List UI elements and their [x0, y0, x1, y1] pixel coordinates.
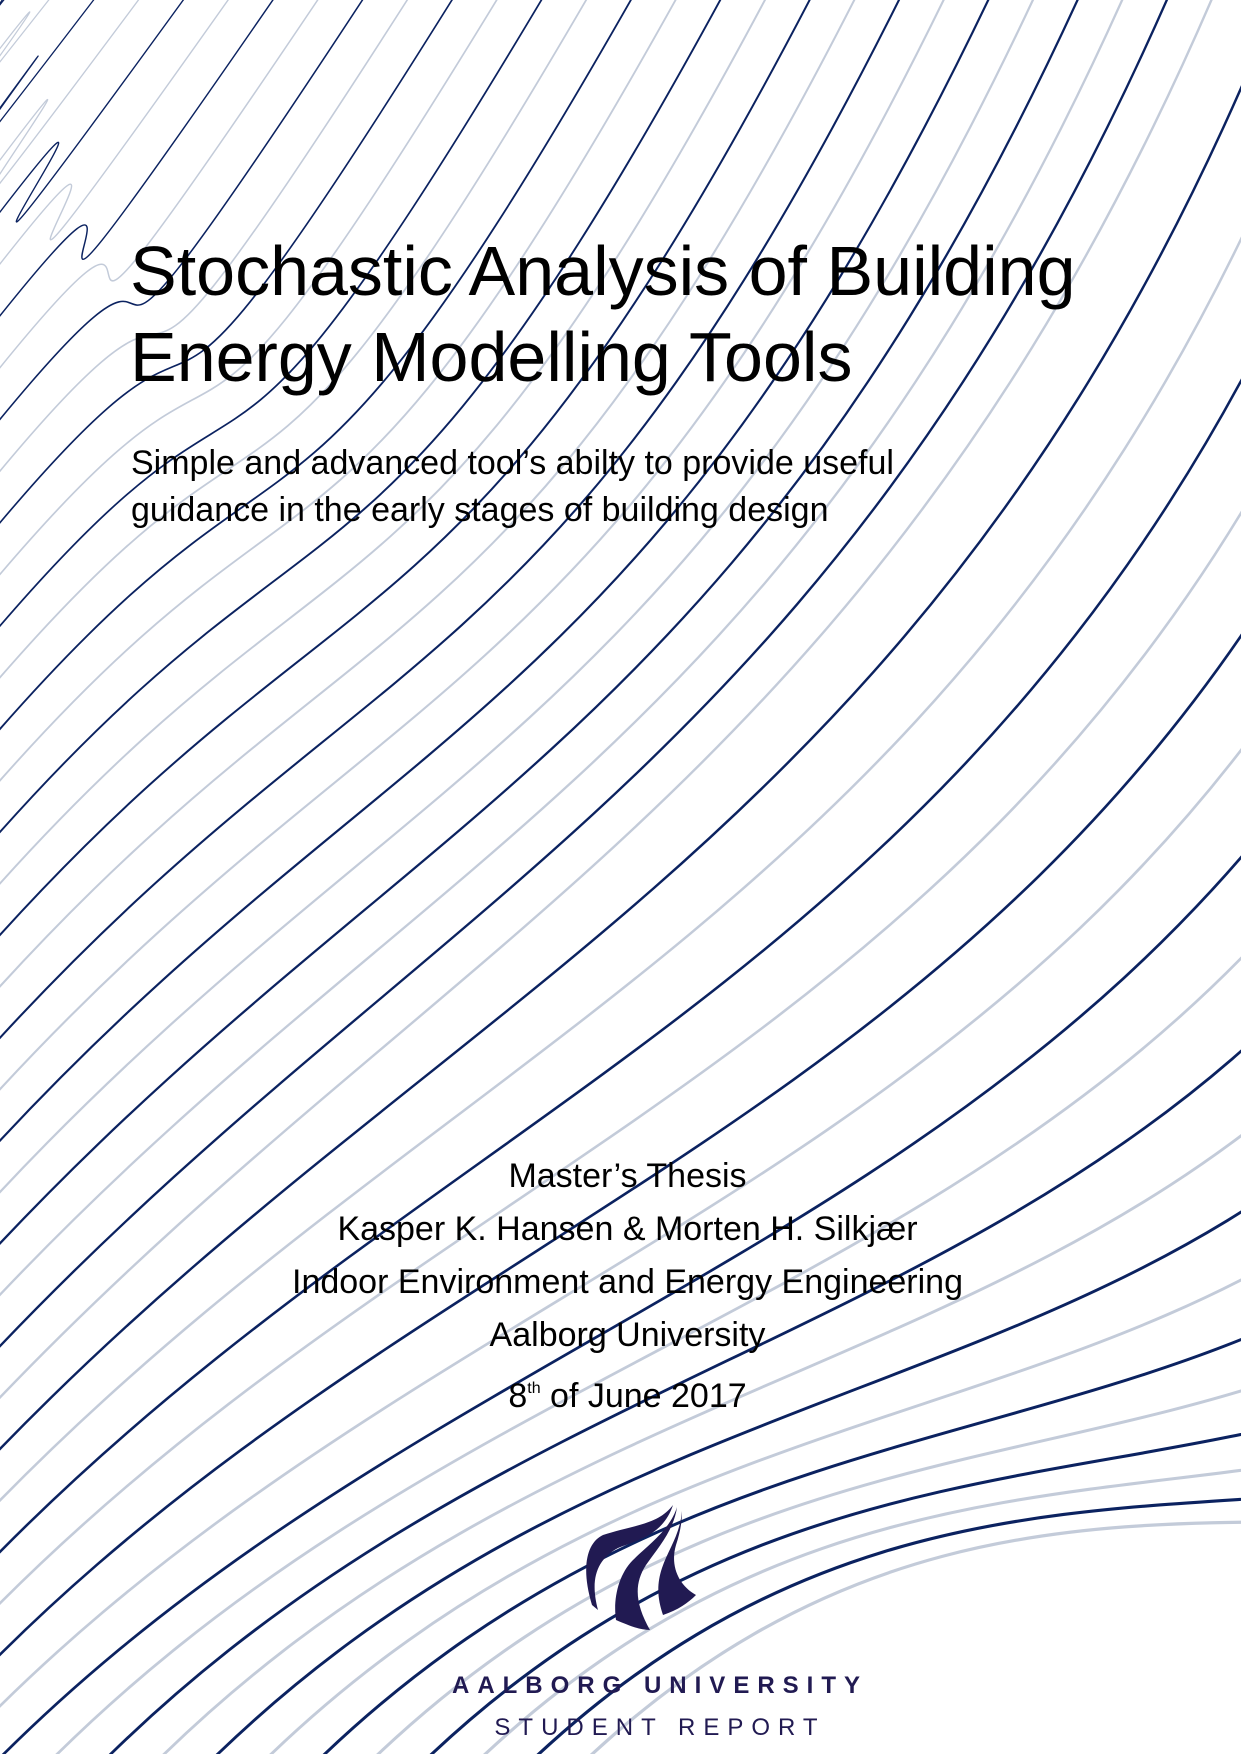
thesis-type: Master’s Thesis: [508, 1157, 747, 1195]
university-wordmark: AALBORG UNIVERSITY: [451, 1672, 868, 1699]
thesis-subtitle: [131, 440, 894, 534]
authors: Kasper K. Hansen & Morten H. Silkjær: [337, 1210, 918, 1248]
date: [200, 1362, 1055, 1423]
subtitle-line-2: guidance in the early stages of building design: [131, 491, 829, 529]
wave-line: [0, 0, 64, 176]
wave-line: [0, 193, 1241, 1644]
date-day: 8: [508, 1377, 528, 1415]
aau-logo-icon: [578, 1500, 713, 1635]
date-rest: of June 2017: [540, 1377, 747, 1415]
subtitle-line-1: Simple and advanced tool’s abilty to provide useful: [131, 444, 894, 482]
thesis-info: [200, 1150, 1055, 1423]
title-line-1: Stochastic Analysis of Building: [130, 232, 1076, 310]
wave-line: [0, 0, 953, 1133]
university: Aalborg University: [489, 1316, 766, 1354]
thesis-title: [130, 228, 1076, 400]
programme: Indoor Environment and Energy Engineering: [292, 1263, 963, 1301]
date-suffix: th: [527, 1380, 541, 1397]
wave-line: [0, 0, 731, 878]
wave-line: [0, 0, 198, 264]
wave-line: [0, 0, 909, 1082]
title-line-2: Energy Modelling Tools: [130, 318, 853, 396]
student-report-label: STUDENT REPORT: [494, 1714, 826, 1741]
